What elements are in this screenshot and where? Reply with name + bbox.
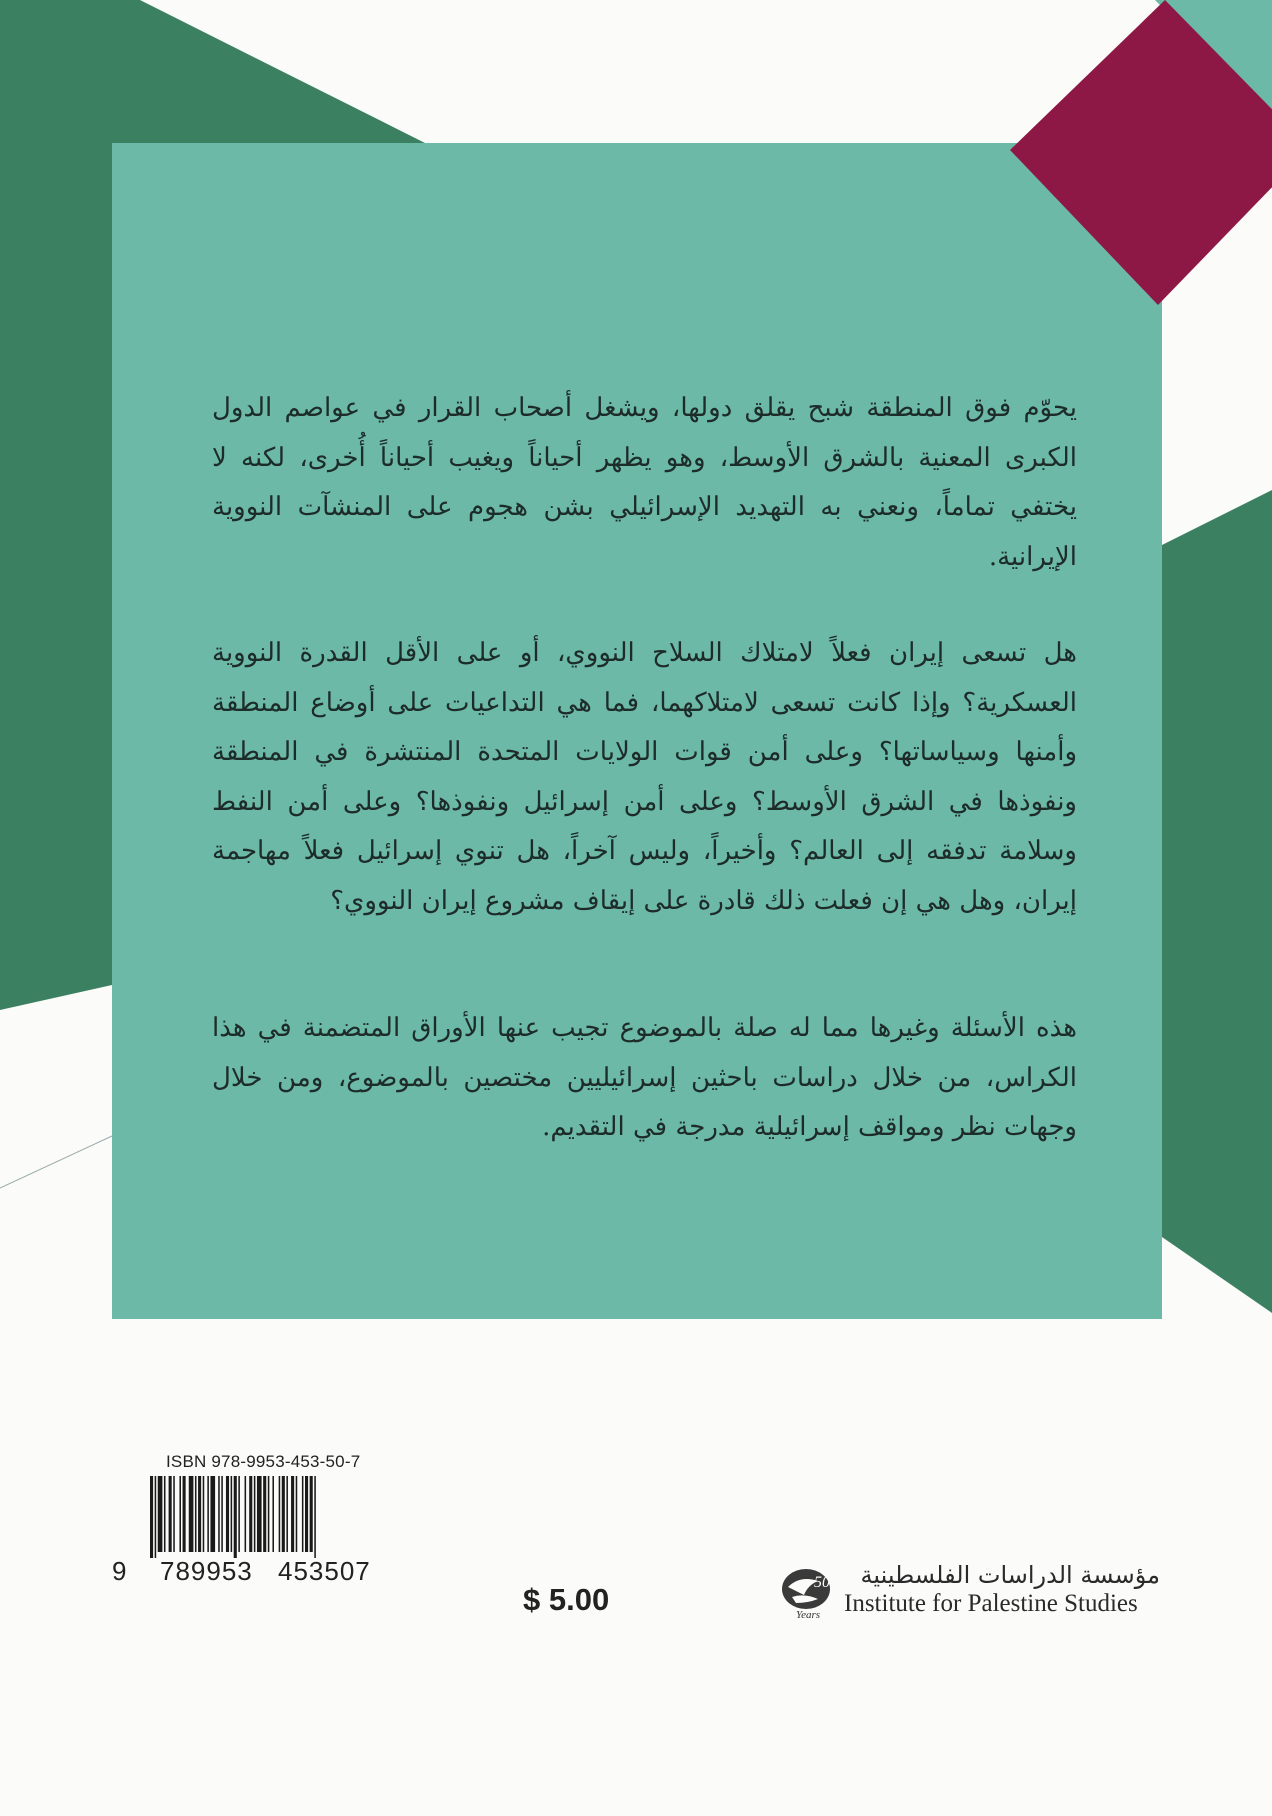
- barcode-bar: [279, 1476, 281, 1552]
- barcode-bar: [263, 1476, 266, 1552]
- barcode-bar: [257, 1476, 262, 1552]
- logo-years-text: Years: [796, 1609, 821, 1621]
- barcode-bar: [164, 1476, 166, 1552]
- thin-diagonal-line: [0, 1136, 112, 1188]
- barcode-bar: [310, 1476, 313, 1552]
- barcode-bar: [291, 1476, 294, 1552]
- barcode-bar: [302, 1476, 304, 1552]
- barcode-bar: [183, 1476, 186, 1552]
- barcode-bar: [305, 1476, 308, 1552]
- barcode-bar: [234, 1476, 237, 1558]
- blurb-panel: [112, 143, 1162, 1319]
- blurb-paragraph-2: هل تسعى إيران فعلاً لامتلاك السلاح النووي، أو على الأقل القدرة النووية العسكرية؟ وإذا كانت تسعى لامتلاكهما، فما هي التداعيات على أوضاع المنطقة وأمنها وسياساتها؟ وعلى أمن قوات الولايات المتحدة المنتشرة في المنطقة ونفوذها في الشرق الأوسط؟ وعلى أمن إسرائيل ونفوذها؟ وعلى أمن النفط وسلامة تدفقه إلى العالم؟ وأخيراً، وليس آخراً، هل تنوي إسرائيل فعلاً مهاجمة إيران، وهل هي إن فعلت ذلك قادرة على إيقاف مشروع إيران النووي؟: [212, 638, 1077, 916]
- barcode-bar: [195, 1476, 197, 1552]
- barcode-bar: [173, 1476, 175, 1552]
- isbn-text: ISBN 978-9953-453-50-7: [166, 1452, 361, 1471]
- barcode-bar: [249, 1476, 252, 1552]
- barcode-bar: [189, 1476, 194, 1552]
- barcode-block: [112, 1452, 402, 1602]
- barcode-bar: [282, 1476, 285, 1552]
- barcode-bar: [254, 1476, 256, 1552]
- barcode-bar: [210, 1476, 215, 1552]
- barcode-bar: [158, 1476, 163, 1552]
- blurb-paragraph-3: هذه الأسئلة وغيرها مما له صلة بالموضوع تجيب عنها الأوراق المتضمنة في هذا الكراس، من خلال دراسات باحثين إسرائيليين مختصين بالموضوع، ومن خلال وجهات نظر ومواقف إسرائيلية مدرجة في التقديم.: [212, 1013, 1077, 1143]
- price-label: $ 5.00: [523, 1582, 610, 1617]
- barcode-bar: [226, 1476, 229, 1552]
- barcode-bar: [238, 1476, 240, 1552]
- publisher-block: [778, 1561, 1178, 1631]
- blurb-paragraph-1: يحوّم فوق المنطقة شبح يقلق دولها، ويشغل أصحاب القرار في عواصم الدول الكبرى المعنية بالشرق الأوسط، وهو يظهر أحياناً ويغيب أحياناً أُخرى، لكنه لا يختفي تماماً، ونعني به التهديد الإسرائيلي بشن هجوم على المنشآت النووية الإيرانية.: [212, 393, 1077, 572]
- barcode-bar: [245, 1476, 247, 1552]
- teal-corner: [1155, 0, 1272, 120]
- green-band-right: [1162, 490, 1272, 1313]
- barcode-digit-first: 9: [112, 1556, 127, 1586]
- barcode-bar: [203, 1476, 205, 1552]
- barcode-bar: [221, 1476, 223, 1552]
- barcode-bar: [314, 1476, 316, 1558]
- barcode-bar: [231, 1476, 233, 1552]
- barcode-digits: [112, 1556, 402, 1596]
- barcode-bar: [218, 1476, 220, 1552]
- barcode-bar: [272, 1476, 274, 1552]
- barcode-digits-left: 789953: [160, 1556, 253, 1586]
- publisher-name-english: Institute for Palestine Studies: [844, 1590, 1138, 1617]
- logo-caption: 50: [814, 1574, 830, 1591]
- barcode-bar: [286, 1476, 288, 1552]
- barcode-bar: [169, 1476, 172, 1552]
- barcode: [148, 1476, 398, 1558]
- barcode-bar: [268, 1476, 270, 1552]
- publisher-name-arabic: مؤسسة الدراسات الفلسطينية: [860, 1561, 1160, 1589]
- barcode-bar: [296, 1476, 298, 1552]
- barcode-bar: [155, 1476, 157, 1558]
- barcode-digits-right: 453507: [278, 1556, 371, 1586]
- barcode-bar: [179, 1476, 181, 1552]
- barcode-bar: [207, 1476, 209, 1552]
- barcode-bar: [198, 1476, 201, 1552]
- barcode-bar: [150, 1476, 153, 1558]
